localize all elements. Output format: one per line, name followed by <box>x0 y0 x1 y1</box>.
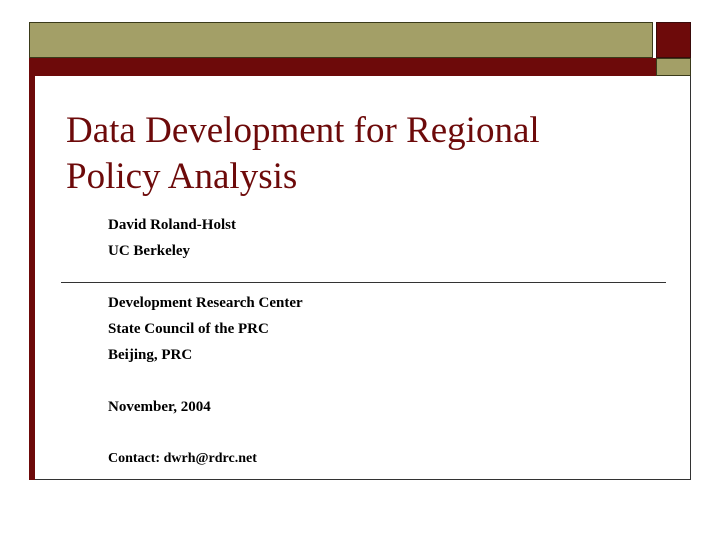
left-red-bar <box>29 76 35 480</box>
author-name: David Roland-Holst <box>108 217 236 233</box>
top-olive-bar <box>29 22 653 58</box>
title-line-2: Policy Analysis <box>66 156 298 197</box>
title-line-1: Data Development for Regional <box>66 110 540 151</box>
organization-name: Development Research Center <box>108 295 303 311</box>
author-affiliation: UC Berkeley <box>108 243 191 259</box>
organization-parent: State Council of the PRC <box>108 321 269 337</box>
presentation-date: November, 2004 <box>108 399 211 415</box>
red-stripe <box>29 58 656 76</box>
small-olive-square <box>656 58 691 76</box>
divider-line <box>61 282 666 283</box>
organization-location: Beijing, PRC <box>108 347 193 363</box>
slide-title <box>66 108 666 200</box>
contact-info: Contact: dwrh@rdrc.net <box>108 451 257 466</box>
top-red-square <box>656 22 691 58</box>
